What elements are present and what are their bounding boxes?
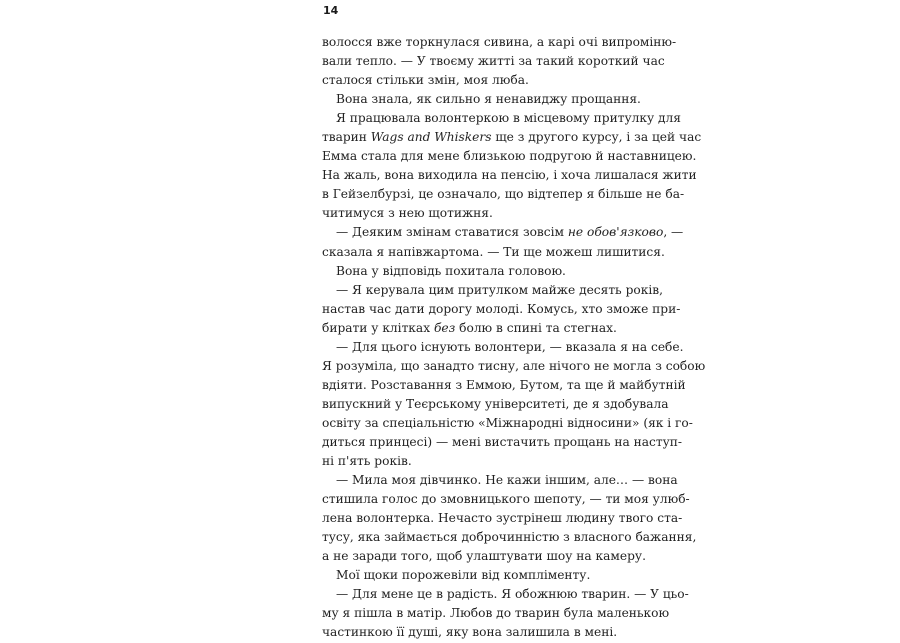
text-segment: тварин xyxy=(322,130,371,145)
text-line xyxy=(322,204,609,223)
text-segment: болю в спині та стегнах. xyxy=(455,320,617,335)
text-segment: стишила голос до змовницького шепоту, — ти моя улюб- xyxy=(322,492,690,507)
text-segment: диться принцесі) — мені вистачить прощань на наступ- xyxy=(322,434,682,449)
text-segment: ні п'ять років. xyxy=(322,454,412,469)
text-line xyxy=(322,33,677,52)
text-line xyxy=(322,71,609,90)
body-text xyxy=(322,33,706,643)
text-line xyxy=(322,128,702,147)
text-segment: настав час дати дорогу молоді. Комусь, хто зможе при- xyxy=(322,301,681,316)
italic-text-segment: без xyxy=(433,320,456,335)
text-line xyxy=(322,566,609,585)
text-line xyxy=(322,300,681,319)
text-segment: Емма стала для мене близькою подругою й наставницею. xyxy=(322,149,697,164)
text-line xyxy=(322,585,689,604)
text-segment: Мої щоки порожевіли від компліменту. xyxy=(336,568,591,583)
text-line xyxy=(322,471,678,490)
text-segment: — Для цього існують волонтери, — вказала я на себе. xyxy=(336,339,684,354)
text-segment: вдіяти. Розставання з Еммою, Бутом, та ще й майбутній xyxy=(322,377,686,392)
text-line xyxy=(322,281,663,300)
text-segment: в Гейзелбурзі, це означало, що відтепер я більше не ба- xyxy=(322,187,685,202)
text-line xyxy=(322,528,697,547)
text-segment: — Я керувала цим притулком майже десять років, xyxy=(336,282,663,297)
text-segment: освіту за спеціальністю «Міжнародні відносини» (як і го- xyxy=(322,415,693,430)
text-line xyxy=(322,604,670,623)
text-segment: волосся вже торкнулася сивина, а карі очі випроміню- xyxy=(322,35,677,49)
text-segment: му я пішла в матір. Любов до тварин була маленькою xyxy=(322,606,670,621)
text-segment: Вона у відповідь похитала головою. xyxy=(336,263,566,278)
text-segment: Вона знала, як сильно я ненавиджу прощання. xyxy=(336,92,641,107)
text-line xyxy=(322,395,669,414)
text-line xyxy=(322,262,609,281)
text-line xyxy=(322,490,690,509)
text-segment: ще з другого курсу, і за цей час xyxy=(491,130,702,145)
text-segment: — Деяким змінам ставатися зовсім xyxy=(336,225,568,240)
text-line xyxy=(322,223,684,242)
text-line xyxy=(322,338,684,357)
italic-text-segment: не обов'язково xyxy=(567,225,664,240)
text-segment: , — xyxy=(663,225,684,240)
text-segment: частинкою її душі, яку вона залишила в мені. xyxy=(322,625,618,640)
text-line xyxy=(322,185,685,204)
text-segment: сказала я напівжартома. — Ти ще можеш лишитися. xyxy=(322,244,665,259)
text-segment: вали тепло. — У твоєму житті за такий короткий час xyxy=(322,54,665,69)
text-segment: Я працювала волонтеркою в місцевому притулку для xyxy=(336,111,681,126)
text-line xyxy=(322,243,665,262)
text-segment: — Для мене це в радість. Я обожнюю тварин. — У цьо- xyxy=(336,587,689,602)
text-line xyxy=(322,109,681,128)
italic-text-segment: Wags and Whiskers xyxy=(370,130,492,145)
text-segment: На жаль, вона виходила на пенсію, і хоча лишалася жити xyxy=(322,168,697,183)
text-segment: тусу, яка займається доброчинністю з власного бажання, xyxy=(322,530,697,545)
text-line xyxy=(322,90,641,109)
text-line xyxy=(322,52,665,71)
text-segment: бирати у клітках xyxy=(322,320,434,335)
text-line xyxy=(322,509,683,528)
text-line xyxy=(322,376,686,395)
text-segment: лена волонтерка. Нечасто зустрінеш людину твого ста- xyxy=(322,511,683,526)
text-segment: випускний у Теєрському університеті, де я здобувала xyxy=(322,396,669,411)
text-segment: а не заради того, щоб улаштувати шоу на камеру. xyxy=(322,549,646,564)
text-segment: Я розуміла, що занадто тисну, але нічого не могла з собою xyxy=(322,358,706,373)
text-segment: — Мила моя дівчинко. Не кажи іншим, але… — вона xyxy=(336,473,678,488)
text-line xyxy=(322,319,617,338)
text-line xyxy=(322,433,682,452)
text-line xyxy=(322,357,706,376)
text-line xyxy=(322,166,697,185)
text-segment: читимуся з нею щотижня. xyxy=(322,206,493,221)
text-line xyxy=(322,147,697,166)
text-line xyxy=(322,547,646,566)
page-number: 14 xyxy=(323,4,339,17)
text-line xyxy=(322,623,618,642)
text-segment: сталося стільки змін, моя люба. xyxy=(322,73,529,88)
text-line xyxy=(322,414,693,433)
text-line xyxy=(322,452,609,471)
